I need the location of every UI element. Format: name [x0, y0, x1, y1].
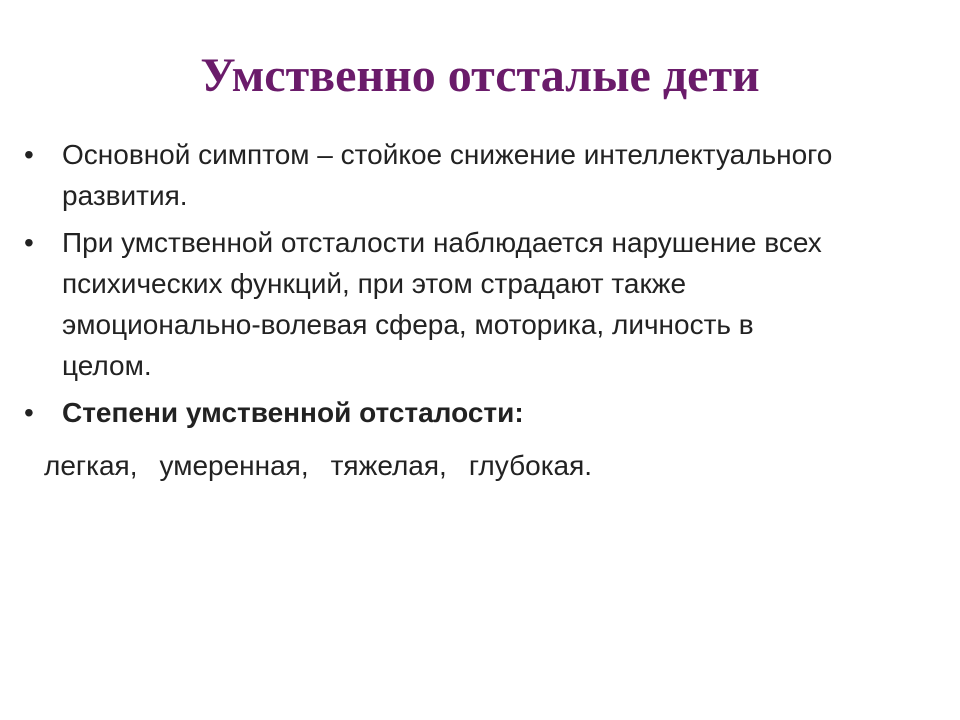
bullet-mental-functions [24, 222, 944, 386]
bullet-dot-icon: • [24, 139, 34, 170]
degree-mild: легкая, [44, 450, 138, 481]
bullet-line: эмоционально-волевая сфера, моторика, личность в [62, 309, 754, 340]
bullet-main-symptom [24, 134, 944, 216]
slide-title: Умственно отсталые дети [200, 49, 760, 102]
bullet-degrees-heading [24, 392, 944, 433]
degree-profound: глубокая. [468, 450, 593, 481]
bullet-text [62, 134, 944, 216]
bullet-line: Основной симптом – стойкое снижение интеллектуального [62, 139, 833, 170]
bullet-line: развития. [62, 180, 188, 211]
bullet-line: целом. [62, 350, 152, 381]
bullet-list [24, 134, 944, 439]
bullet-text [62, 222, 944, 386]
degrees-list [44, 445, 592, 486]
bullet-dot-icon: • [24, 397, 34, 428]
bullet-line: Степени умственной отсталости: [62, 397, 524, 428]
bullet-line: психических функций, при этом страдают также [62, 268, 687, 299]
degree-moderate: умеренная, [159, 450, 309, 481]
bullet-line: При умственной отсталости наблюдается нарушение всех [62, 227, 822, 258]
bullet-dot-icon: • [24, 227, 34, 258]
bullet-text [62, 392, 944, 433]
degree-severe: тяжелая, [330, 450, 447, 481]
